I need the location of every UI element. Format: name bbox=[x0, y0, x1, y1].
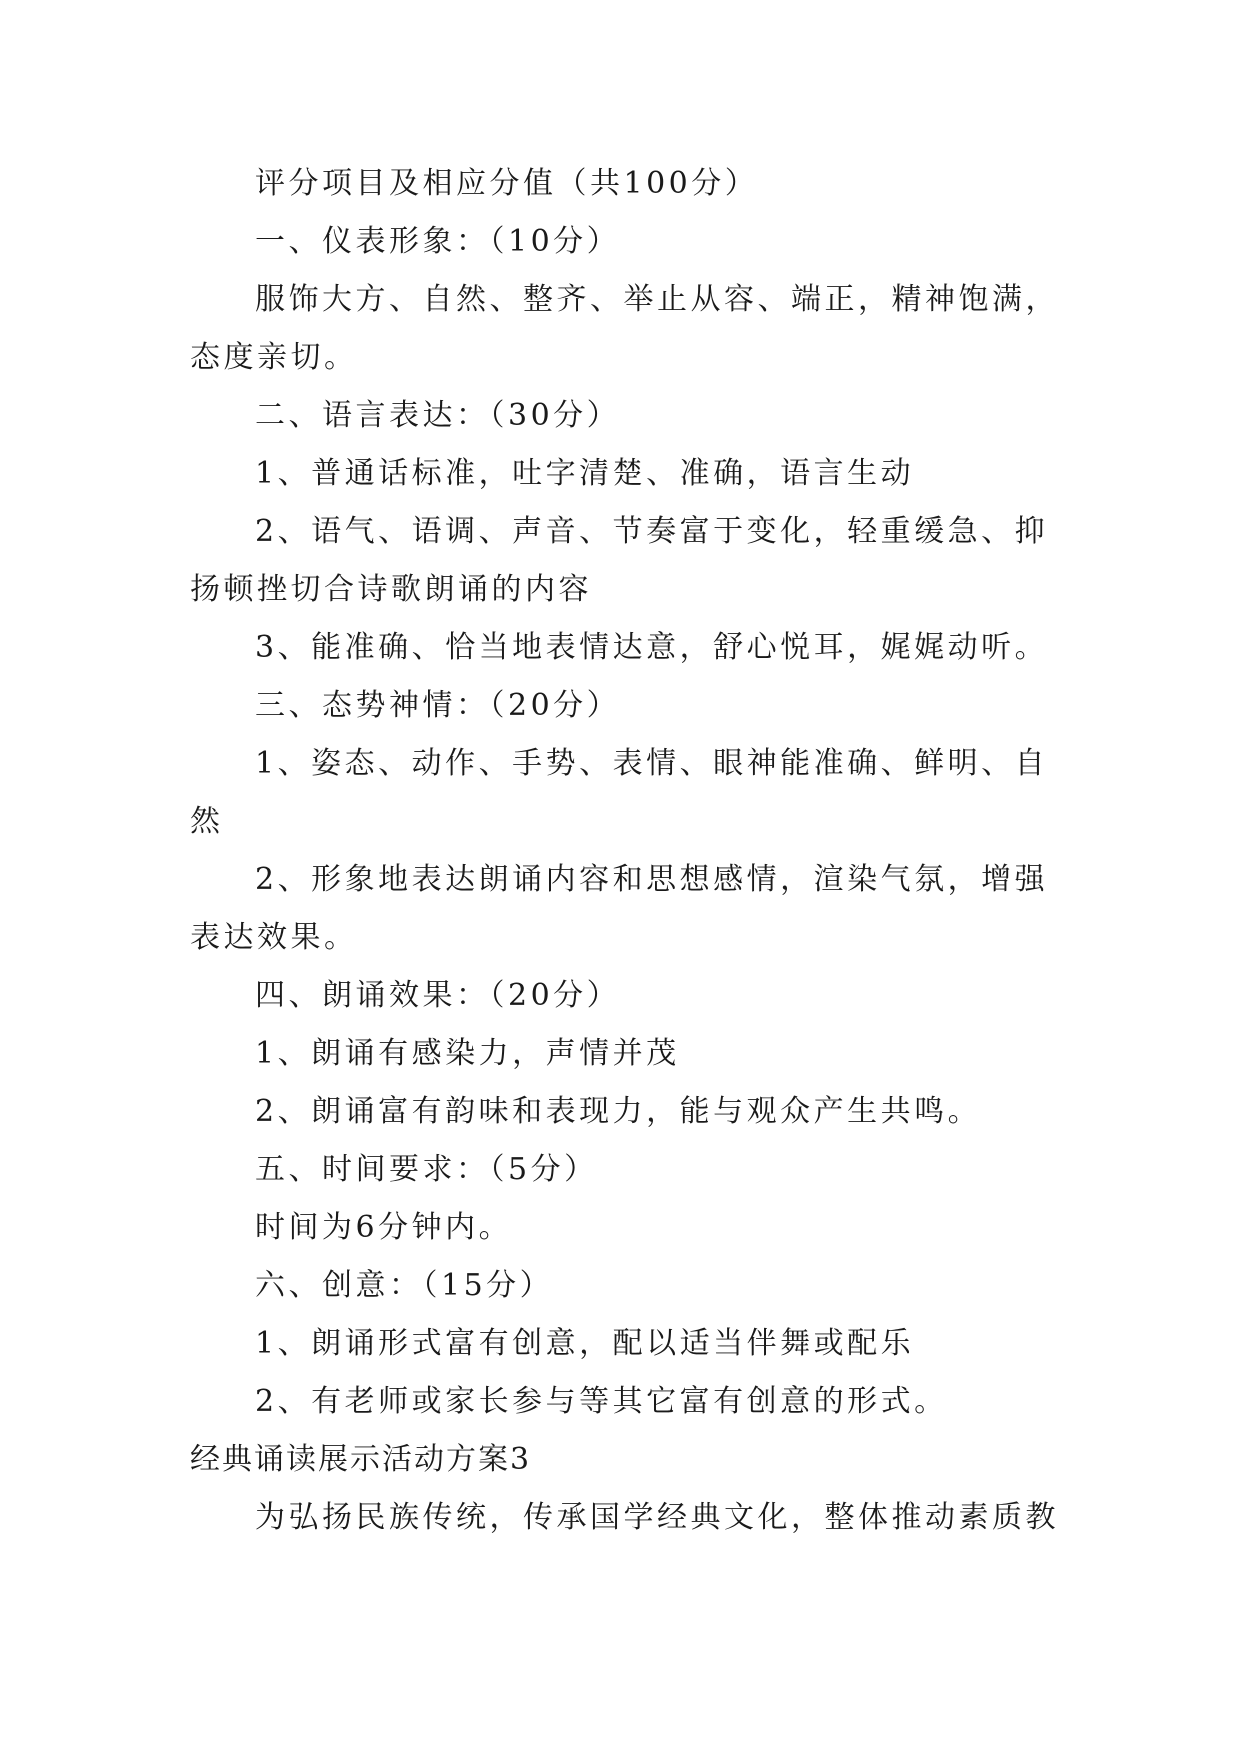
list-item: 2、有老师或家长参与等其它富有创意的形式。 bbox=[255, 1384, 948, 1419]
plan-title: 经典诵读展示活动方案3 bbox=[190, 1442, 532, 1477]
section-heading-posture: 三、态势神情：（20分） bbox=[255, 688, 621, 723]
section-heading-language: 二、语言表达：（30分） bbox=[255, 398, 621, 433]
document-body bbox=[190, 155, 1070, 1547]
list-item-continuation: 扬顿挫切合诗歌朗诵的内容 bbox=[190, 572, 592, 607]
list-item-continuation: 然 bbox=[190, 804, 224, 839]
list-item: 2、形象地表达朗诵内容和思想感情，渲染气氛，增强 bbox=[255, 862, 1049, 897]
list-item: 2、语气、语调、声音、节奏富于变化，轻重缓急、抑 bbox=[255, 514, 1049, 549]
section-heading-creativity: 六、创意：（15分） bbox=[255, 1268, 554, 1303]
paragraph-line: 时间为6分钟内。 bbox=[255, 1210, 513, 1245]
list-item: 1、姿态、动作、手势、表情、眼神能准确、鲜明、自 bbox=[255, 746, 1049, 781]
list-item-continuation: 表达效果。 bbox=[190, 920, 358, 955]
scoring-intro: 评分项目及相应分值（共100分） bbox=[255, 166, 759, 201]
list-item: 1、朗诵形式富有创意，配以适当伴舞或配乐 bbox=[255, 1326, 915, 1361]
paragraph-line: 为弘扬民族传统，传承国学经典文化，整体推动素质教 bbox=[255, 1500, 1059, 1535]
section-heading-appearance: 一、仪表形象：（10分） bbox=[255, 224, 621, 259]
section-heading-effect: 四、朗诵效果：（20分） bbox=[255, 978, 621, 1013]
list-item: 3、能准确、恰当地表情达意，舒心悦耳，娓娓动听。 bbox=[255, 630, 1049, 665]
list-item: 1、普通话标准，吐字清楚、准确，语言生动 bbox=[255, 456, 915, 491]
paragraph-line: 服饰大方、自然、整齐、举止从容、端正，精神饱满， bbox=[255, 282, 1059, 317]
section-heading-time: 五、时间要求：（5分） bbox=[255, 1152, 598, 1187]
list-item: 1、朗诵有感染力，声情并茂 bbox=[255, 1036, 680, 1071]
paragraph-line: 态度亲切。 bbox=[190, 340, 358, 375]
list-item: 2、朗诵富有韵味和表现力，能与观众产生共鸣。 bbox=[255, 1094, 982, 1129]
